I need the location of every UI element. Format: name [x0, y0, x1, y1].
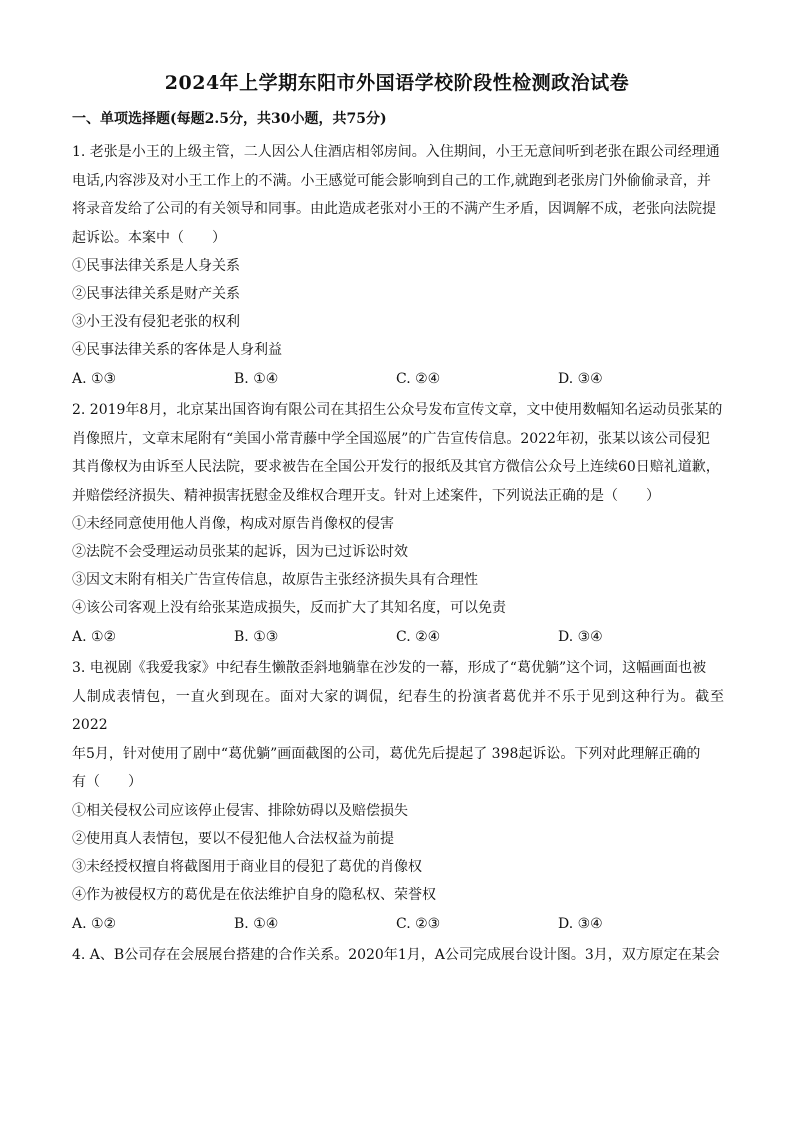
question-stem-line: 4. A、B公司存在会展展台搭建的合作关系。2020年1月，A公司完成展台设计图。3月，双方原定在某会	[72, 946, 720, 963]
statement-item: ①民事法律关系是人身关系	[72, 258, 240, 274]
answer-choices	[72, 364, 724, 394]
question-1	[72, 138, 724, 394]
answer-choices	[72, 622, 724, 652]
statement-item: ③小王没有侵犯老张的权利	[72, 314, 240, 330]
page-title: 2024年上学期东阳市外国语学校阶段性检测政治试卷	[164, 72, 630, 94]
choice-a: A. ①②	[72, 629, 117, 645]
choice-c: C. ②③	[396, 915, 441, 932]
question-2	[72, 396, 724, 652]
choice-b: B. ①④	[234, 371, 279, 387]
question-stem-line: 将录音发给了公司的有关领导和同事。由此造成老张对小王的不满产生矛盾，因调解不成，老张向法院提	[72, 201, 716, 217]
question-stem-line: 年5月，针对使用了剧中“葛优躺”画面截图的公司，葛优先后提起了 398起诉讼。下列对此理解正确的	[72, 745, 701, 762]
statement-item: ①未经同意使用他人肖像，构成对原告肖像权的侵害	[72, 516, 394, 532]
statement-item: ②民事法律关系是财产关系	[72, 286, 240, 302]
choice-c: C. ②④	[396, 371, 441, 387]
question-stem-line: 1. 老张是小王的上级主管，二人因公人住酒店相邻房间。入住期间，小王无意间听到老张在跟公司经理通	[72, 144, 720, 160]
choice-b: B. ①④	[234, 915, 279, 932]
question-stem-line: 2. 2019年8月，北京某出国咨询有限公司在其招生公众号发布宣传文章，文中使用数幅知名运动员张某的	[72, 402, 723, 418]
choice-d: D. ③④	[558, 371, 603, 387]
question-4	[72, 941, 724, 970]
statement-item: ④该公司客观上没有给张某造成损失，反而扩大了其知名度，可以免责	[72, 600, 506, 616]
statement-item: ④民事法律关系的客体是人身利益	[72, 342, 282, 358]
statement-item: ③未经授权擅自将截图用于商业目的侵犯了葛优的肖像权	[72, 858, 422, 875]
statement-item: ②法院不会受理运动员张某的起诉，因为已过诉讼时效	[72, 544, 408, 560]
statement-item: ①相关侵权公司应该停止侵害、排除妨碍以及赔偿损失	[72, 802, 408, 819]
question-3	[72, 654, 724, 939]
question-stem-line: 电话,内容涉及对小王工作上的不满。小王感觉可能会影响到自己的工作,就跑到老张房门外偷偷录音，并	[72, 172, 711, 189]
question-stem-line: 其肖像权为由诉至人民法院，要求被告在全国公开发行的报纸及其官方微信公众号上连续60日赔礼道歉，	[72, 459, 720, 475]
statement-item: ③因文末附有相关广告宣传信息，故原告主张经济损失具有合理性	[72, 572, 478, 588]
answer-choices	[72, 909, 724, 939]
question-stem-line: 并赔偿经济损失、精神损害抚慰金及维权合理开支。针对上述案件，下列说法正确的是（ ）	[72, 487, 660, 504]
choice-d: D. ③④	[558, 915, 603, 932]
question-stem-line: 肖像照片，文章末尾附有“美国小常青藤中学全国巡展”的广告宣传信息。2022年初，张某以该公司侵犯	[72, 430, 710, 447]
question-stem-line: 起诉讼。本案中（ ）	[72, 229, 226, 246]
question-stem-line: 有（ ）	[72, 774, 142, 790]
statement-item: ④作为被侵权方的葛优是在依法维护自身的隐私权、荣誉权	[72, 886, 436, 903]
question-stem-line: 人制成表情包，一直火到现在。面对大家的调侃，纪春生的扮演者葛优并不乐于见到这种行为。截至 2022	[72, 688, 724, 733]
choice-c: C. ②④	[396, 629, 441, 645]
question-stem-line: 3. 电视剧《我爱我家》中纪春生懒散歪斜地躺靠在沙发的一幕，形成了“葛优躺”这个词，这幅画面也被	[72, 660, 707, 676]
choice-b: B. ①③	[234, 629, 279, 645]
choice-a: A. ①②	[72, 915, 117, 932]
question-list	[72, 138, 724, 969]
section-heading: 一、单项选择题(每题2.5分，共30小题，共75分)	[72, 111, 387, 127]
choice-a: A. ①③	[72, 371, 117, 387]
statement-item: ②使用真人表情包，要以不侵犯他人合法权益为前提	[72, 830, 394, 847]
choice-d: D. ③④	[558, 629, 603, 645]
